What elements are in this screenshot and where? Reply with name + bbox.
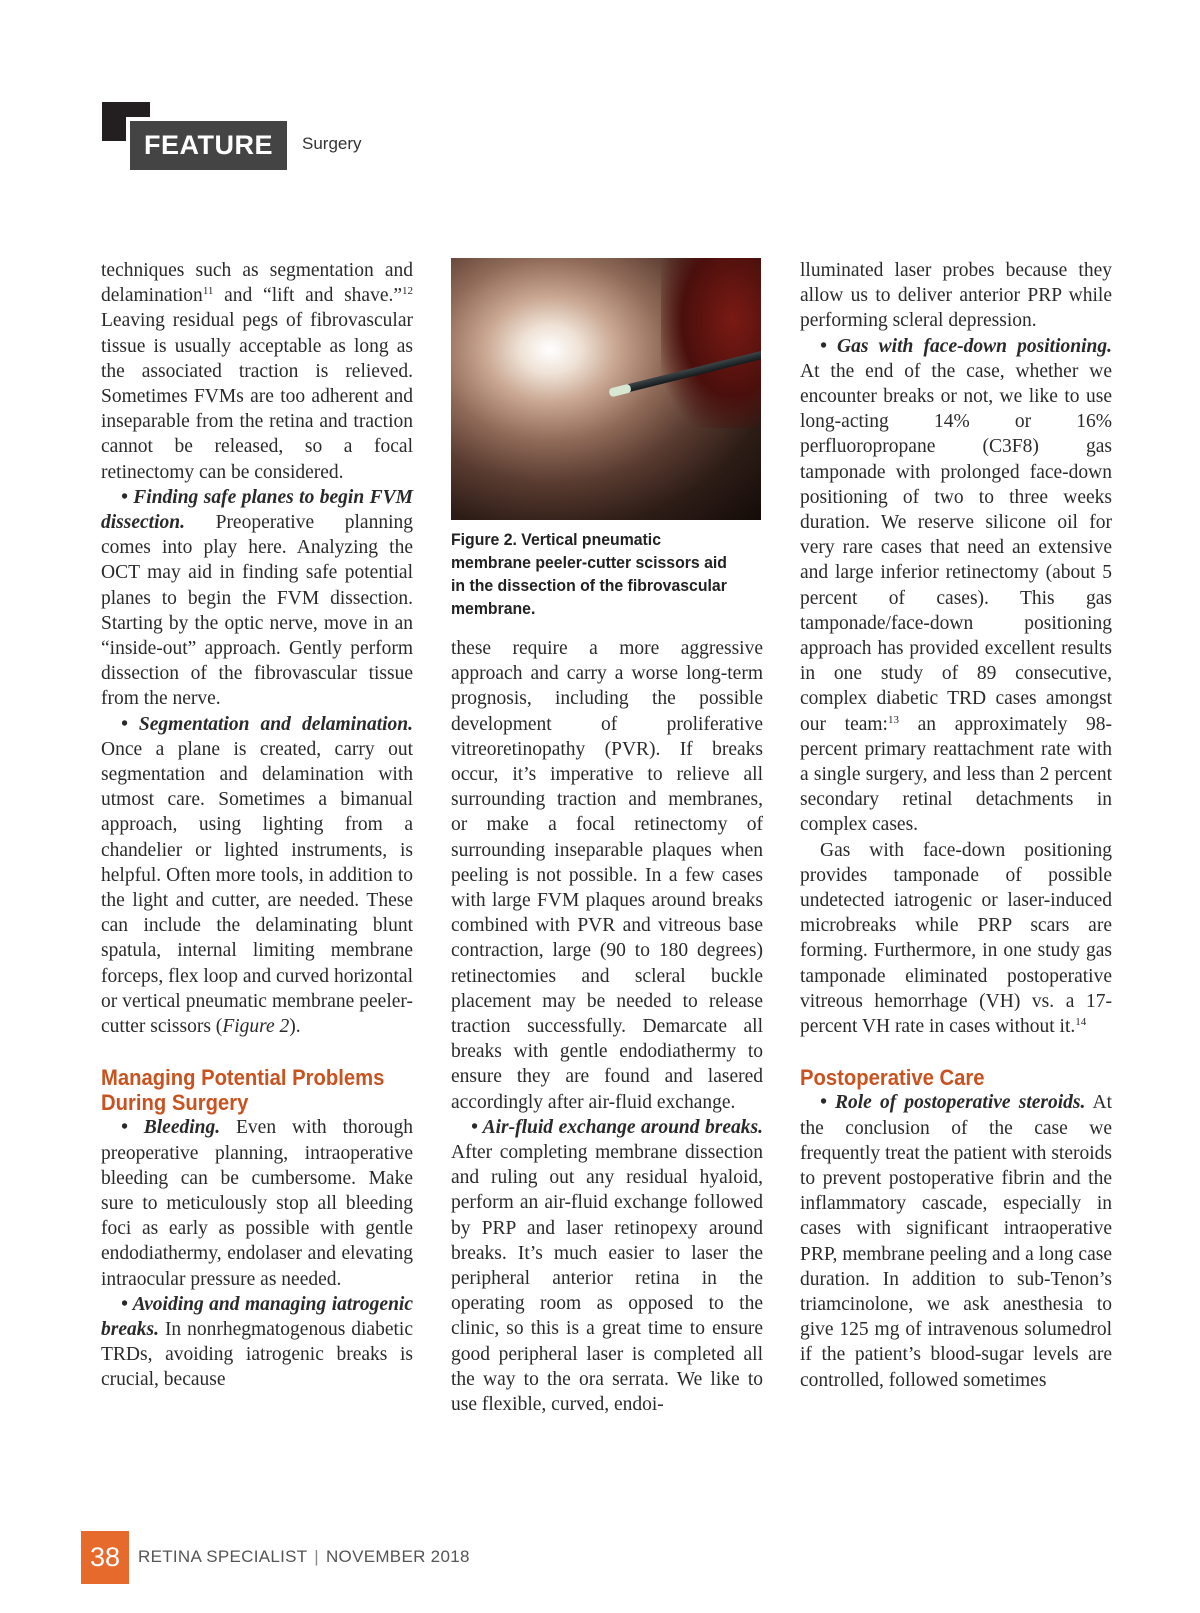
paragraph: techniques such as segmentation and delamination$^{11}$ and “lift and shave.”$^{12}$ Leaving residual pegs of fibrovascular tissue is usually acceptable as long as the associated traction is relieved. Sometimes FVMs are too adherent and inseparable from the retina and traction cannot be released, so a focal retinectomy can be considered.	[101, 260, 413, 483]
run-in-heading: • Segmentation and delamination.	[121, 713, 413, 735]
run-in-heading: • Bleeding.	[121, 1117, 221, 1139]
paragraph: • Gas with face-down positioning. At the end of the case, whether we encounter breaks or not, we like to use long-acting 14% or 16% perfluoropropane (C3F8) gas tamponade with prolonged face-down positioning of two to three weeks duration. We reserve silicone oil for very rare cases that need an extensive and large inferior retinectomy (about 5 percent of cases). This gas tamponade/face-down positioning approach has provided excellent results in one study of 89 consecutive, complex diabetic TRD cases amongst our team:$^{13}$ an approximately 98-percent primary reattachment rate with a single surgery, and less than 2 percent secondary retinal detachments in complex cases.	[800, 335, 1113, 836]
reference-superscript: 14	[1075, 1016, 1087, 1029]
figure-caption: Figure 2. Vertical pneumatic membrane peeler-cutter scissors aid in the dissection of the fibrovascular membrane.	[451, 530, 727, 618]
section-heading: Postoperative Care	[800, 1065, 985, 1091]
surgical-photo	[451, 258, 761, 520]
page-number: 38	[81, 1531, 129, 1584]
figure-reference: Figure 2	[222, 1016, 290, 1038]
run-in-heading: • Role of postoperative steroids.	[820, 1092, 1086, 1114]
paragraph: these require a more aggressive approach and carry a worse long-term prognosis, including the possible development of proliferative vitreoretinopathy (PVR). If breaks occur, it’s imperative to relieve all surrounding traction and membranes, or make a focal retinectomy of surrounding inseparable plaques when peeling is not possible. In a few cases with large FVM plaques around breaks combined with PVR and vitreous base contraction, large (90 to 180 degrees) retinectomies and scleral buckle placement may be needed to release traction successfully. Demarcate all breaks with gentle endodiathermy to ensure they are found and lasered accordingly after air-fluid exchange.	[451, 638, 763, 1113]
paragraph: • Air-fluid exchange around breaks. After completing membrane dissection and ruling out any residual hyaloid, perform an air-fluid exchange followed by PRP and laser retinopexy around breaks. It’s much easier to laser the peripheral anterior retina in the operating room as opposed to the clinic, so this is a great time to ensure good peripheral laser is completed all the way to the ora serrata. We like to use flexible, curved, endoi-	[451, 1116, 763, 1416]
column-2	[451, 636, 763, 1417]
column-3	[800, 258, 1112, 1393]
paragraph: • Role of postoperative steroids. At the conclusion of the case we frequently treat the patient with steroids to prevent postoperative fibrin and the inflammatory cascade, especially in cases with significant intraoperative PRP, membrane peeling and a long case duration. In addition to sub-Tenon’s triamcinolone, we ask anesthesia to give 125 mg of intravenous solumedrol if the patient’s blood-sugar levels are controlled, followed sometimes	[800, 1092, 1112, 1391]
run-in-heading: • Finding safe planes to begin FVM dissection.	[101, 486, 413, 534]
paragraph: Gas with face-down positioning provides tamponade of possible undetected iatrogenic or laser-induced microbreaks while PRP scars are forming. Furthermore, in one study gas tamponade eliminated postoperative vitreous hemorrhage (VH) vs. a 17-percent VH rate in cases without it.$^{14}$	[800, 839, 1112, 1038]
run-in-heading: • Avoiding and managing iatrogenic breaks.	[101, 1293, 413, 1340]
paragraph: • Segmentation and delamination. Once a plane is created, carry out segmentation and delamination with utmost care. Sometimes a bimanual approach, using lighting from a chandelier or lighted instruments, is helpful. Often more tools, in addition to the light and cutter, are needed. These can include the delaminating blunt spatula, internal limiting membrane forceps, flex loop and curved horizontal or vertical pneumatic membrane peeler-cutter scissors (Figure 2).	[101, 713, 413, 1038]
run-in-heading: • Gas with face-down positioning.	[820, 335, 1112, 357]
issue-date: NOVEMBER 2018	[325, 1547, 470, 1566]
section-label: Surgery	[302, 134, 362, 153]
column-1	[101, 258, 413, 1393]
run-in-heading: • Air-fluid exchange around breaks.	[471, 1116, 763, 1138]
footer-separator: |	[314, 1547, 319, 1566]
paragraph: lluminated laser probes because they allow us to deliver anterior PRP while performing scleral depression.	[800, 260, 1112, 332]
paragraph: • Bleeding. Even with thorough preoperative planning, intraoperative bleeding can be cumbersome. Make sure to meticulously stop all bleeding foci as early as possible with gentle endodiathermy, endolaser and elevating intraocular pressure as needed.	[101, 1117, 413, 1290]
reference-superscript: 12	[402, 285, 413, 298]
feature-label: FEATURE	[130, 121, 287, 170]
reference-superscript: 13	[887, 713, 899, 726]
paragraph: • Finding safe planes to begin FVM dissection. Preoperative planning comes into play here. Analyzing the OCT may aid in finding safe potential planes to begin the FVM dissection. Starting by the optic nerve, move in an “inside-out” approach. Gently perform dissection of the fibrovascular tissue from the nerve.	[101, 486, 413, 710]
reference-superscript: 11	[202, 285, 214, 298]
paragraph: • Avoiding and managing iatrogenic breaks. In nonrhegmatogenous diabetic TRDs, avoiding iatrogenic breaks is crucial, because	[101, 1293, 413, 1391]
publication-name: RETINA SPECIALIST	[138, 1547, 308, 1566]
footer-publication-line	[138, 1547, 470, 1567]
section-heading: Managing Potential Problems During Surgery	[101, 1065, 385, 1116]
